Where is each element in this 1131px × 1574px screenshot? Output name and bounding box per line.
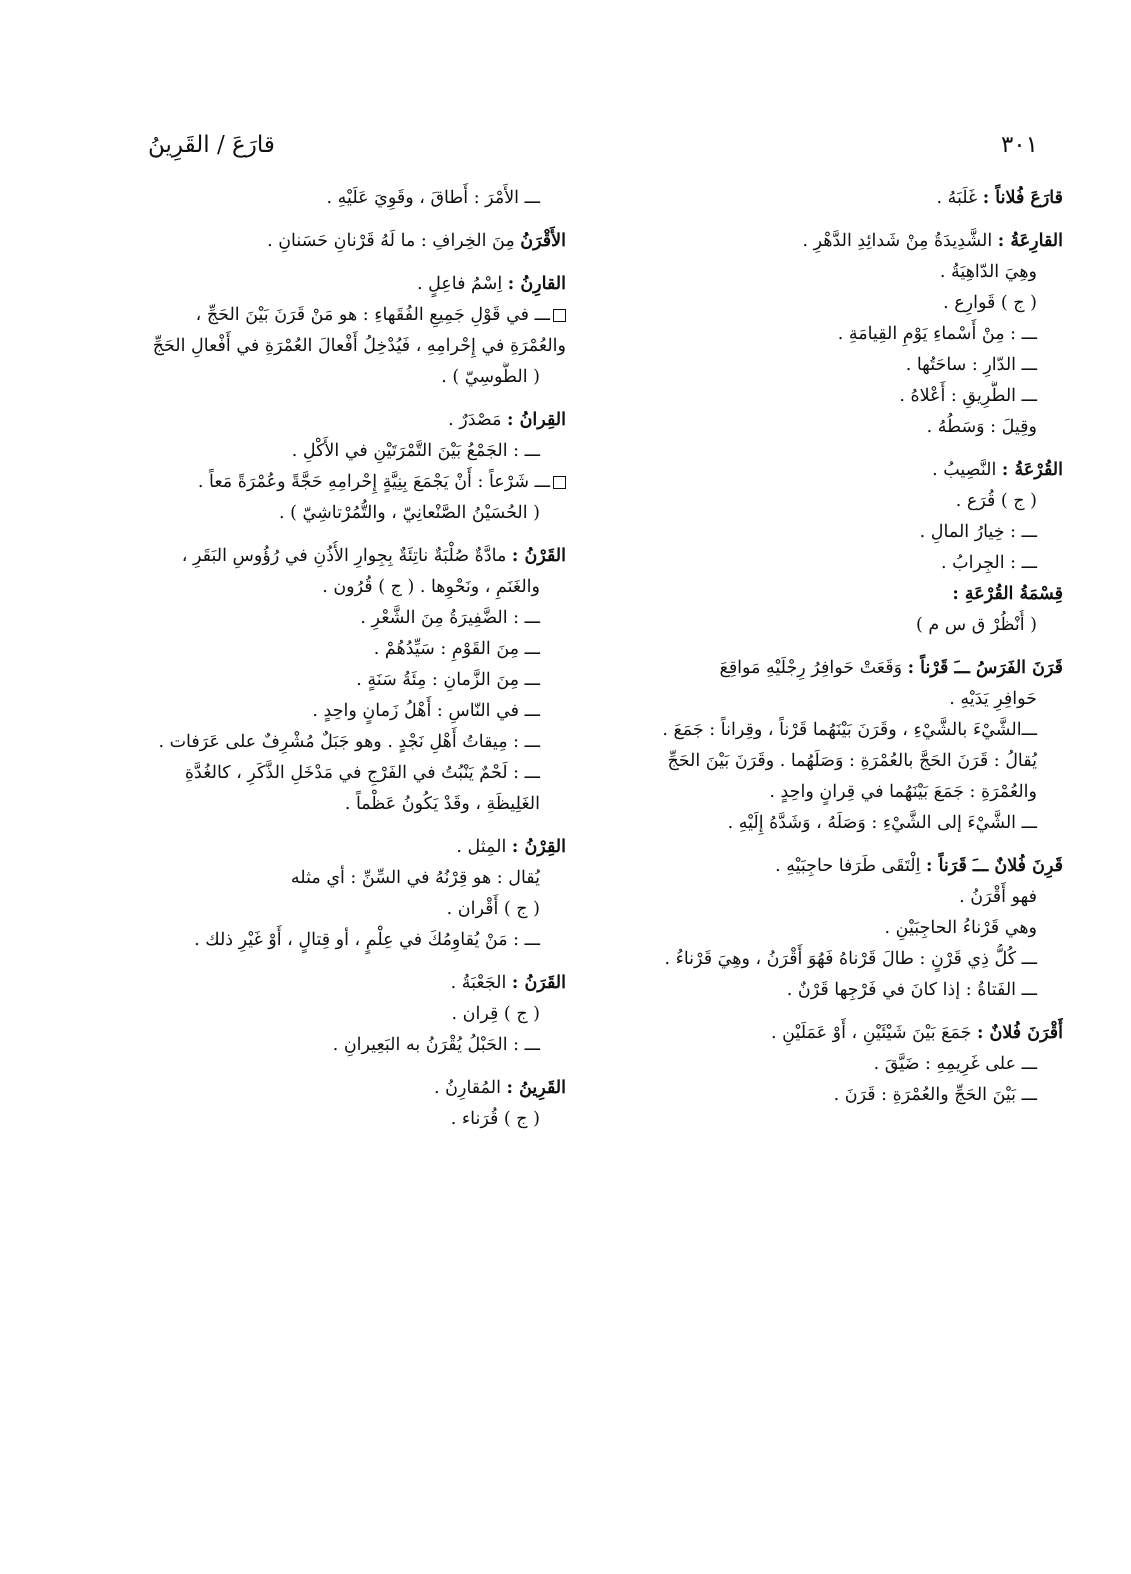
entry-line	[110, 758, 566, 789]
definition-text: حَوافِرِ يَدَيْهِ .	[949, 689, 1037, 709]
running-title: قارَعَ / القَرِينُ	[148, 132, 275, 158]
definition-text: ( ج ) قِران .	[451, 1004, 540, 1024]
definition-text: ( الحُسَيْنُ الصَّنْعانِيّ ، والتُّمُرْتاشِيّ ) .	[279, 503, 540, 523]
repeat-dash: ـــ	[524, 608, 540, 628]
square-marker-icon	[553, 476, 566, 489]
dictionary-entry	[607, 1018, 1063, 1111]
repeat-dash: ـــ	[1021, 949, 1037, 969]
entry-line	[607, 1018, 1063, 1049]
definition-text: على غَرِيمِهِ : ضَيَّقَ .	[873, 1054, 1022, 1074]
entry-line	[110, 894, 566, 925]
dictionary-entry	[607, 226, 1063, 443]
entry-line	[110, 300, 566, 331]
definition-text: والغَنَمِ ، ونَحْوِها . ( ج ) قُرُون .	[322, 577, 540, 597]
headword: القَرِينُ :	[506, 1078, 566, 1098]
definition-text: في قَوْلِ جَمِيعِ الفُقَهاءِ : هو مَنْ قَرَنَ بَيْنَ الحَجِّ ،	[195, 305, 535, 325]
definition-text: ( ج ) قَوارِع .	[943, 293, 1037, 313]
repeat-dash: ـــ	[1021, 522, 1037, 542]
repeat-dash: ـــ	[524, 441, 540, 461]
repeat-dash: ـــ	[1021, 1085, 1037, 1105]
headword: القُرْعَةُ :	[1001, 460, 1063, 480]
definition-text: الدّارِ : ساحَتُها .	[905, 355, 1022, 375]
entry-line	[607, 288, 1063, 319]
definition-text: فهو أَقْرَنُ .	[959, 887, 1037, 907]
definition-text: بَيْنَ الحَجِّ والعُمْرَةِ : قَرَنَ .	[833, 1085, 1022, 1105]
headword: الأَقْرَنُ	[520, 231, 566, 251]
definition-text: كُلُّ ذِي قَرْنٍ : طالَ قَرْناهُ فَهُوَ أَقْرَنُ ، وهِيَ قَرْناءُ .	[664, 949, 1022, 969]
entry-line	[607, 882, 1063, 913]
dictionary-entry	[110, 1073, 566, 1135]
definition-text: الشَّيْءَ إلى الشَّيْءِ : وَصَلَهُ ، وَشَدَّهُ إِلَيْهِ .	[727, 813, 1022, 833]
definition-text: ( أُنْظُرْ ق س م )	[916, 615, 1037, 635]
definition-text: جَمَعَ بَيْنَ شَيْئَيْنِ ، أَوْ عَمَلَيْنِ .	[770, 1023, 977, 1043]
definition-text: شَرْعاً : أَنْ يَجْمَعَ بِنِيَّةٍ إِحْرامِهِ حَجَّةً وعُمْرَةً مَعاً .	[197, 472, 535, 492]
definition-text: مادَّةٌ صُلْبَةٌ ناتِئَةٌ بِجِوارِ الأُذُنِ في رُؤُوسِ البَقَرِ ،	[181, 546, 512, 566]
entry-line	[110, 925, 566, 956]
definition-text: ( ج ) أَقْران .	[446, 899, 540, 919]
definition-text: الجَعْبَةُ .	[450, 973, 512, 993]
square-marker-icon	[553, 309, 566, 322]
entry-line	[110, 183, 566, 214]
entry-line	[607, 944, 1063, 975]
definition-text: : مِنْ أَسْماءِ يَوْمِ القِيامَةِ .	[837, 324, 1022, 344]
definition-text: في النّاسِ : أَهْلُ زَمانٍ واحِدٍ .	[312, 701, 525, 721]
entry-line	[607, 684, 1063, 715]
dictionary-entry	[110, 269, 566, 393]
repeat-dash: ـــ	[524, 930, 540, 950]
entry-line	[607, 715, 1063, 746]
definition-text: والعُمْرَةِ : جَمَعَ بَيْنَهُما في قِرانٍ واحِدٍ .	[769, 782, 1037, 802]
headword: قِسْمَةُ القُرْعَةِ :	[952, 584, 1063, 604]
entry-line	[110, 665, 566, 696]
entry-line	[607, 257, 1063, 288]
entry-line	[110, 603, 566, 634]
definition-text: مَصْدَرٌ .	[448, 410, 508, 430]
left-column	[110, 183, 566, 1147]
definition-text: وقِيلَ : وَسَطُهُ .	[926, 417, 1037, 437]
definition-text: مِنَ الزَّمانِ : مِئَةُ سَنَةٍ .	[356, 670, 525, 690]
entry-line	[607, 913, 1063, 944]
entry-line	[607, 746, 1063, 777]
entry-line	[607, 1049, 1063, 1080]
definition-text: اِلْتَقَى طَرَفا حاجِبَيْهِ .	[775, 856, 927, 876]
definition-text: وَقَعَتْ حَوافِرُ رِجْلَيْهِ مَواقِعَ	[719, 658, 908, 678]
entry-line	[110, 832, 566, 863]
entry-line	[607, 579, 1063, 610]
entry-line	[110, 436, 566, 467]
entry-line	[110, 968, 566, 999]
entry-line	[110, 634, 566, 665]
repeat-dash: ـــ	[1021, 813, 1037, 833]
entry-line	[607, 808, 1063, 839]
repeat-dash: ـــ	[534, 305, 550, 325]
dictionary-entry	[607, 455, 1063, 641]
definition-text: والعُمْرَةِ في إِحْرامِهِ ، فَيُدْخِلُ أَفْعالَ العُمْرَةِ في أَفْعالِ الحَجِّ	[152, 336, 566, 356]
repeat-dash: ـــ	[524, 1035, 540, 1055]
repeat-dash: ـــ	[524, 701, 540, 721]
headword: القِرانُ :	[507, 410, 566, 430]
dictionary-entry	[110, 226, 566, 257]
entry-line	[607, 381, 1063, 412]
repeat-dash: ـــ	[534, 472, 550, 492]
repeat-dash: ـــ	[524, 763, 540, 783]
entry-line	[607, 350, 1063, 381]
headword: القارِعَةُ :	[997, 231, 1063, 251]
dictionary-entry	[110, 183, 566, 214]
entry-line	[110, 269, 566, 300]
repeat-dash: ـــ	[1021, 1054, 1037, 1074]
definition-text: الغَلِيظَةِ ، وقَدْ يَكُونُ عَظْماً .	[344, 794, 540, 814]
entry-line	[110, 331, 566, 362]
entry-line	[110, 727, 566, 758]
entry-line	[110, 1104, 566, 1135]
definition-text: : الضَّفِيرَةُ مِنَ الشَّعْرِ .	[360, 608, 525, 628]
page-number: ٣٠١	[1000, 132, 1038, 158]
repeat-dash: ـــ	[1021, 553, 1037, 573]
definition-text: المِثل .	[456, 837, 512, 857]
definition-text: : مَنْ يُقاوِمُكَ في عِلْمٍ ، أو قِتالٍ ، أَوْ غَيْرِ ذلك .	[194, 930, 525, 950]
headword: قارَعَ فُلاناً :	[982, 188, 1063, 208]
entry-line	[110, 498, 566, 529]
entry-line	[110, 863, 566, 894]
definition-text: وهِيَ الدّاهِيَةُ .	[939, 262, 1037, 282]
headword: القارِنُ :	[507, 274, 566, 294]
definition-text: : خِيارُ المالِ .	[919, 522, 1022, 542]
entry-line	[607, 183, 1063, 214]
definition-text: الأَمْرَ : أَطاقَ ، وقَوِيَ عَلَيْهِ .	[326, 188, 525, 208]
definition-text: مِنَ الخِرافِ : ما لَهُ قَرْنانِ حَسَنانِ .	[267, 231, 521, 251]
dictionary-entry	[110, 968, 566, 1061]
definition-text: غَلَبَهُ .	[936, 188, 983, 208]
repeat-dash: ـــ	[524, 639, 540, 659]
headword: القَرْنُ :	[511, 546, 566, 566]
entry-line	[607, 455, 1063, 486]
entry-line	[110, 789, 566, 820]
headword: قَرِنَ فُلانٌ ـــَ قَرَناً :	[926, 856, 1063, 876]
repeat-dash: ـــ	[524, 732, 540, 752]
entry-line	[110, 467, 566, 498]
entry-line	[607, 610, 1063, 641]
entry-line	[110, 226, 566, 257]
repeat-dash: ـــ	[1021, 324, 1037, 344]
entry-line	[607, 851, 1063, 882]
dictionary-entry	[110, 832, 566, 956]
dictionary-entry	[607, 653, 1063, 839]
entry-line	[110, 696, 566, 727]
dictionary-entry	[110, 405, 566, 529]
entry-line	[607, 653, 1063, 684]
entry-line	[110, 541, 566, 572]
entry-line	[110, 1030, 566, 1061]
right-column	[607, 183, 1063, 1123]
entry-line	[110, 405, 566, 436]
dictionary-entry	[110, 541, 566, 820]
definition-text: يُقالُ : قَرَنَ الحَجَّ بالعُمْرَةِ : وَصَلَهُما . وقَرَنَ بَيْنَ الحَجِّ	[667, 751, 1037, 771]
entry-line	[110, 362, 566, 393]
headword: قَرَنَ الفَرَسُ ـــَ قَرْناً :	[907, 658, 1063, 678]
entry-line	[607, 777, 1063, 808]
entry-line	[607, 975, 1063, 1006]
definition-text: ( ج ) قُرَع .	[955, 491, 1037, 511]
definition-text: يُقال : هو قِرْنُهُ في السِّنِّ : أي مثله	[290, 868, 540, 888]
repeat-dash: ـــ	[1021, 355, 1037, 375]
entry-line	[110, 999, 566, 1030]
definition-text: المُقارِنُ .	[434, 1078, 507, 1098]
headword: أَقْرَنَ فُلانٌ :	[976, 1023, 1063, 1043]
entry-line	[607, 319, 1063, 350]
definition-text: : الحَبْلُ يُقْرَنُ به البَعِيرانِ .	[332, 1035, 525, 1055]
repeat-dash: ـــ	[1021, 980, 1037, 1000]
definition-text: : مِيقاتُ أَهْلِ نَجْدٍ . وهو جَبَلٌ مُشْرِفٌ على عَرَفات .	[158, 732, 525, 752]
definition-text: : الجِرابُ .	[940, 553, 1022, 573]
definition-text: النَّصِيبُ .	[932, 460, 1002, 480]
entry-line	[607, 226, 1063, 257]
dictionary-entry	[607, 183, 1063, 214]
repeat-dash: ـــ	[524, 670, 540, 690]
definition-text: الفَتاةُ : إذا كانَ في فَرْجِها قَرْنٌ .	[786, 980, 1022, 1000]
definition-text: ( ج ) قُرَناء .	[450, 1109, 540, 1129]
definition-text: وهي قَرْناءُ الحاجِبَيْنِ .	[884, 918, 1037, 938]
entry-line	[607, 412, 1063, 443]
entry-line	[607, 1080, 1063, 1111]
definition-text: الشَّيْءَ بالشَّيْءِ ، وقَرَنَ بَيْنَهُما قَرْناً ، وقِراناً : جَمَعَ .	[662, 720, 1022, 740]
definition-text: الشَّدِيدَةُ مِنْ شَدائِدِ الدَّهْرِ .	[802, 231, 998, 251]
entry-line	[607, 548, 1063, 579]
definition-text: ( الطُّوسِيّ ) .	[441, 367, 540, 387]
entry-line	[110, 1073, 566, 1104]
repeat-dash: ـــ	[524, 188, 540, 208]
definition-text: : الجَمْعُ بَيْنَ التَّمْرَتَيْنِ في الأَكْلِ .	[291, 441, 525, 461]
repeat-dash: ـــ	[1021, 720, 1037, 740]
definition-text: : لَحْمٌ يَنْبُتُ في الفَرْجِ في مَدْخَلِ الذَّكَرِ ، كالغُدَّةِ	[184, 763, 525, 783]
repeat-dash: ـــ	[1021, 386, 1037, 406]
entry-line	[110, 572, 566, 603]
definition-text: مِنَ القَوْمِ : سَيِّدُهُمْ .	[373, 639, 525, 659]
entry-line	[607, 517, 1063, 548]
headword: القِرْنُ :	[511, 837, 566, 857]
dictionary-entry	[607, 851, 1063, 1006]
headword: القَرَنُ :	[511, 973, 566, 993]
definition-text: اِسْمُ فاعِلٍ .	[416, 274, 508, 294]
entry-line	[607, 486, 1063, 517]
definition-text: الطَّرِيقِ : أَعْلاهُ .	[899, 386, 1022, 406]
